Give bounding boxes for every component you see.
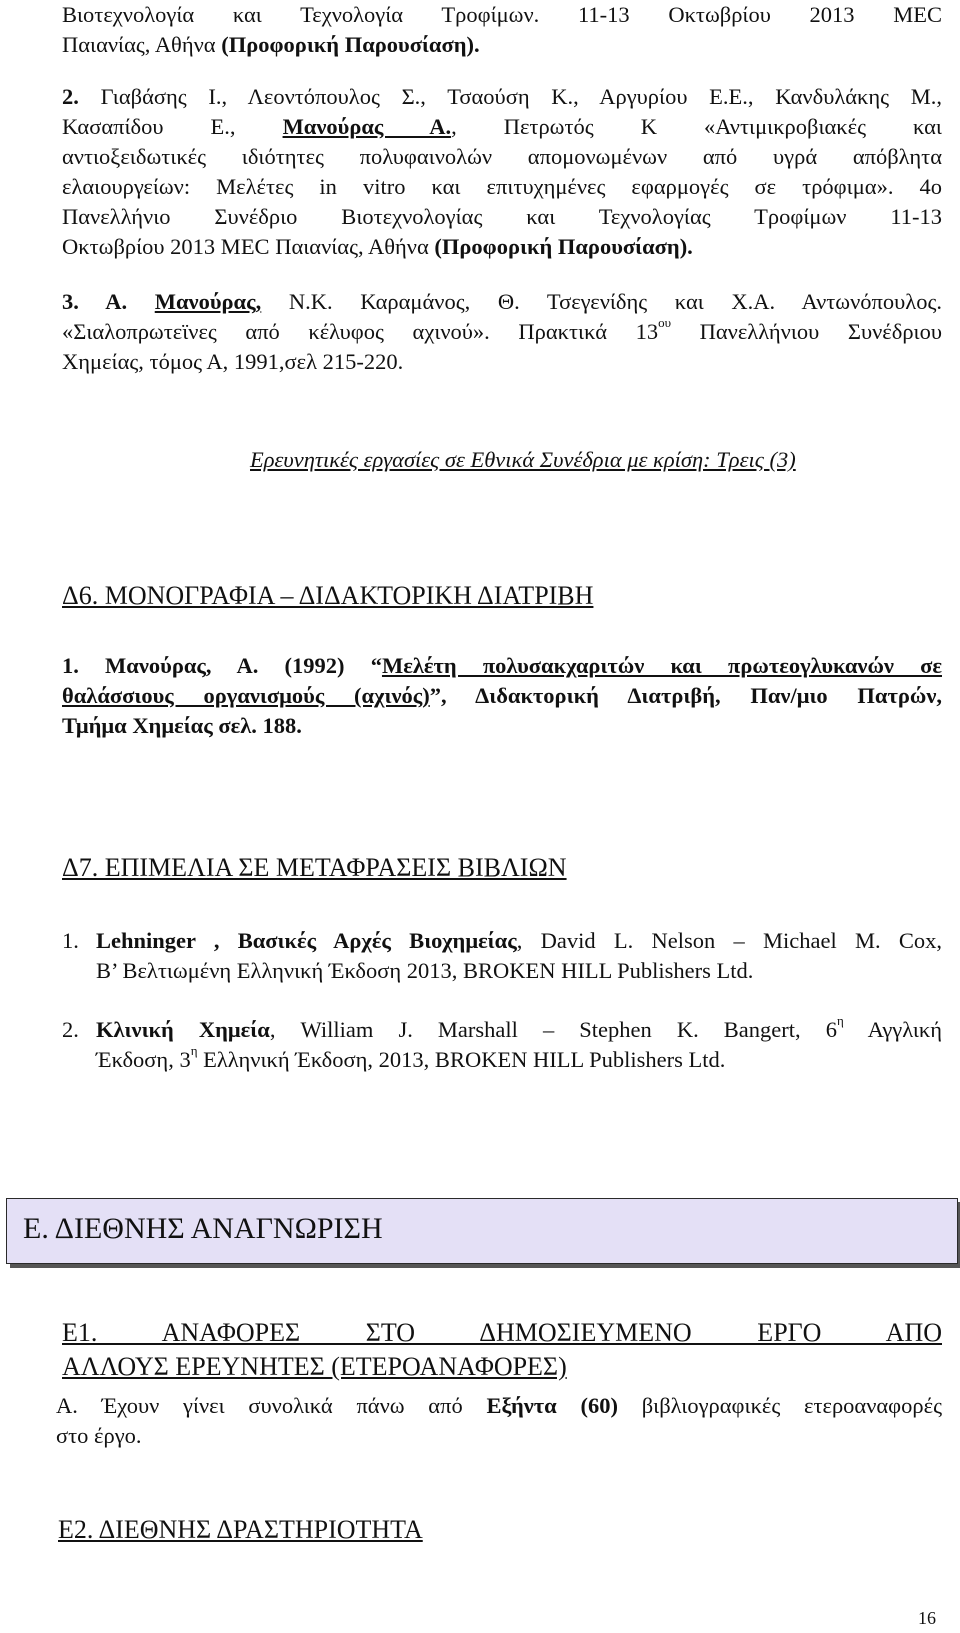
section-e-title: Ε. ΔΙΕΘΝΗΣ ΑΝΑΓΝΩΡΙΣΗ (23, 1212, 383, 1245)
reference-2-line3: αντιοξειδωτικές ιδιότητες πολυφαινολών απομονωμένων από υγρά απόβλητα (62, 144, 942, 169)
presentation-type: (Προφορική Παρουσίαση). (221, 32, 480, 57)
national-conferences-summary: Ερευνητικές εργασίες σε Εθνικά Συνέδρια με κρίση: Τρεις (3) (250, 447, 796, 472)
list-number: 2. (62, 1017, 79, 1042)
monograph-line1: 1. Μανούρας, Α. (1992) “Μελέτη πολυσακχαριτών και πρωτεογλυκανών σε (62, 653, 942, 678)
page-number: 16 (918, 1608, 936, 1628)
monograph-line2: θαλάσσιους οργανισμούς (αχινός)”, Διδακτορική Διατριβή, Παν/μιο Πατρών, (62, 683, 942, 708)
highlighted-author: Μανούρας Α. (282, 114, 452, 139)
reference-2-line2: Κασαπίδου Ε., Μανούρας Α., Πετρωτός Κ «Αντιμικροβιακές και (62, 114, 942, 139)
section-d6-title: Δ6. ΜΟΝΟΓΡΑΦΙΑ – ΔΙΔΑΚΤΟΡΙΚΗ ΔΙΑΤΡΙΒΗ (62, 581, 594, 610)
reference-continuation (62, 0, 942, 60)
translation-item-2-body: Κλινική Χημεία, William J. Marshall – Stephen K. Bangert, $6^\eta$ Αγγλική Έκδοση, $3^\eta$ Ελληνική Έκδοση, 2013, BROKEN HILL Publishers Ltd. (96, 1013, 943, 1072)
reference-2-line4: ελαιουργείων: Μελέτες in vitro και επιτυχημένες εφαρμογές σε τρόφιμα». 4ο (62, 174, 942, 199)
presentation-type: (Προφορική Παρουσίαση). (434, 234, 693, 259)
translation-item-1-body: Lehninger , Βασικές Αρχές Βιοχημείας, David L. Nelson – Michael M. Cox, Β’ Βελτιωμένη Ελληνική Έκδοση 2013, BROKEN HILL Publishers Ltd. (96, 928, 942, 983)
book-title: Κλινική Χημεία (96, 1017, 270, 1042)
monograph-entry (62, 651, 942, 741)
citation-count: Εξήντα (60) (486, 1393, 618, 1418)
section-e1-title: Ε1. ΑΝΑΦΟΡΕΣ ΣΤΟ ΔΗΜΟΣΙΕΥΜΕΝΟ ΕΡΓΟ ΑΠΟ ΑΛΛΟΥΣ ΕΡΕΥΝΗΤΕΣ (ΕΤΕΡΟΑΝΑΦΟΡΕΣ) (62, 1318, 942, 1381)
reference-item-2 (62, 82, 942, 262)
reference-2-line5: Πανελλήνιο Συνέδριο Βιοτεχνολογίας και Τεχνολογίας Τροφίμων 11-13 (62, 204, 942, 229)
reference-2-line6: Οκτωβρίου 2013 ΜΕC Παιανίας, Αθήνα (Προφορική Παρουσίαση). (62, 234, 693, 259)
highlighted-author: Μανούρας, (154, 289, 262, 314)
reference-continuation-line1: Βιοτεχνολογία και Τεχνολογία Τροφίμων. 11-13 Οκτωβρίου 2013 ΜΕC (62, 2, 942, 27)
monograph-line3: Τμήμα Χημείας σελ. 188. (62, 713, 302, 738)
thesis-title-cont: θαλάσσιους οργανισμούς (αχινός) (62, 683, 430, 708)
citations-text: Α. Έχουν γίνει συνολικά πάνω από Εξήντα (60) βιβλιογραφικές ετεροαναφορές στο έργο. (56, 1393, 942, 1448)
reference-2-line1: 2. Γιαβάσης Ι., Λεοντόπουλος Σ., Τσαούση Κ., Αργυρίου Ε.Ε., Κανδυλάκης Μ., (62, 84, 943, 109)
reference-3-line3: Χημείας, τόμος Α, 1991,σελ 215-220. (62, 349, 404, 374)
reference-3-line2: «Σιαλοπρωτεϊνες από κέλυφος αχινού». Πρακτικά $13^{o\upsilon}$ Πανελλήνιου Συνέδριου (62, 315, 943, 344)
reference-item-3 (62, 287, 942, 377)
reference-3-line1: 3. Α. Μανούρας, Ν.Κ. Καραμάνος, Θ. Τσεγενίδης και Χ.Α. Αντωνόπουλος. (62, 289, 942, 314)
book-title: Lehninger , Βασικές Αρχές Βιοχημείας (96, 928, 517, 953)
reference-continuation-line2: Παιανίας, Αθήνα (Προφορική Παρουσίαση). (62, 32, 480, 57)
thesis-title: Μελέτη πολυσακχαριτών και πρωτεογλυκανών σε (381, 653, 942, 678)
list-number: 1. (62, 928, 79, 953)
section-e-header-box (6, 1198, 958, 1264)
section-d7-title: Δ7. ΕΠΙΜΕΛΙΑ ΣΕ ΜΕΤΑΦΡΑΣΕΙΣ ΒΙΒΛΙΩΝ (62, 853, 567, 882)
section-e2-title: Ε2. ΔΙΕΘΝΗΣ ΔΡΑΣΤΗΡΙΟΤΗΤΑ (58, 1515, 423, 1544)
